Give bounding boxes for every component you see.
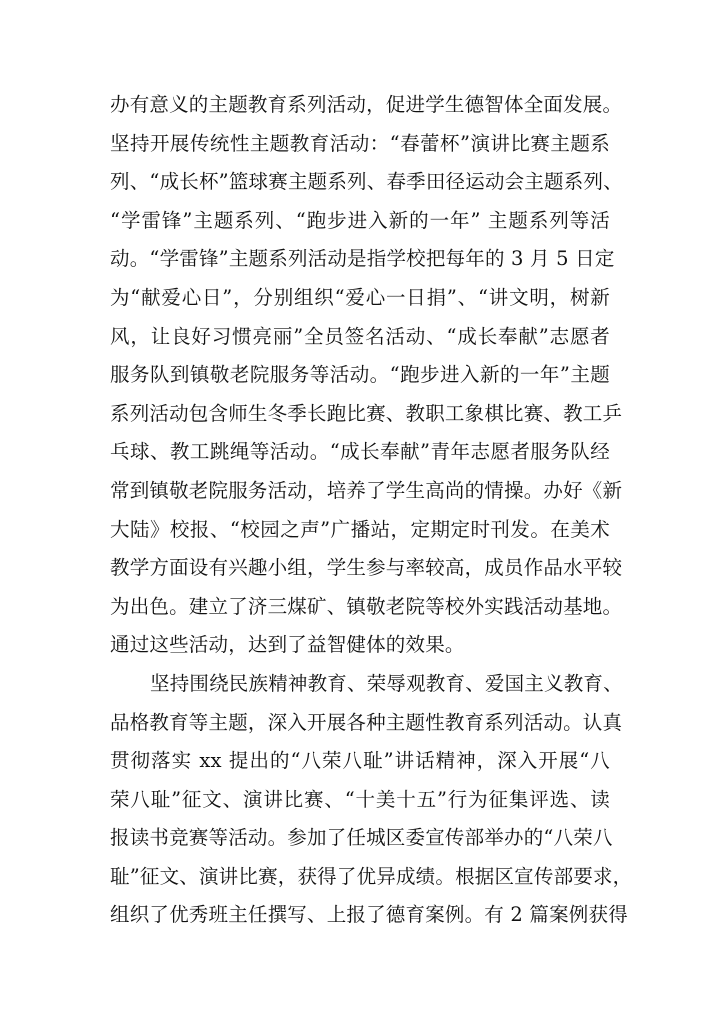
paragraph-end-line: 通过这些活动，达到了益智健体的效果。: [110, 633, 465, 657]
text-line: 教学方面设有兴趣小组，学生参与率较高，成员作品水平较: [110, 556, 623, 580]
text-line: 办有意义的主题教育系列活动，促进学生德智体全面发展。: [110, 93, 623, 116]
text-line: “学雷锋”主题系列、“跑步进入新的一年” 主题系列等活: [110, 208, 610, 232]
text-line: 列、“成长杯”篮球赛主题系列、春季田径运动会主题系列、: [110, 170, 623, 194]
text-line: 品格教育等主题，深入开展各种主题性教育系列活动。认真: [110, 710, 623, 734]
paragraph-start-line: 坚持围绕民族精神教育、荣辱观教育、爱国主义教育、: [150, 671, 623, 695]
body-text: [110, 86, 633, 935]
text-line: 服务队到镇敬老院服务等活动。“跑步进入新的一年”主题: [110, 363, 610, 387]
text-line: 报读书竞赛等活动。参加了任城区委宣传部举办的“八荣八: [110, 826, 613, 850]
text-line: 荣八耻”征文、演讲比赛、“十美十五”行为征集评选、读: [110, 787, 610, 811]
text-line: 坚持开展传统性主题教育活动：“春蕾杯”演讲比赛主题系: [110, 131, 610, 155]
text-line: 组织了优秀班主任撰写、上报了德育案例。有 2 篇案例获得: [110, 903, 628, 927]
text-line: 为“献爱心日”，分别组织“爱心一日捐”、“讲文明，树新: [110, 285, 610, 309]
text-line: 风，让良好习惯亮丽”全员签名活动、“成长奉献”志愿者: [110, 324, 610, 348]
text-line: 乓球、教工跳绳等活动。“成长奉献”青年志愿者服务队经: [110, 440, 610, 464]
text-line: 系列活动包含师生冬季长跑比赛、教职工象棋比赛、教工乒: [110, 401, 623, 425]
text-line: 动。“学雷锋”主题系列活动是指学校把每年的 3 月 5 日定: [110, 247, 615, 271]
text-line: 耻”征文、演讲比赛，获得了优异成绩。根据区宣传部要求，: [110, 864, 633, 888]
text-line: 贯彻落实 xx 提出的“八荣八耻”讲话精神，深入开展“八: [110, 749, 610, 773]
text-line: 为出色。建立了济三煤矿、镇敬老院等校外实践活动基地。: [110, 594, 623, 618]
text-line: 大陆》校报、“校园之声”广播站，定期定时刊发。在美术: [110, 517, 610, 541]
text-line: 常到镇敬老院服务活动，培养了学生高尚的情操。办好《新: [110, 478, 623, 502]
